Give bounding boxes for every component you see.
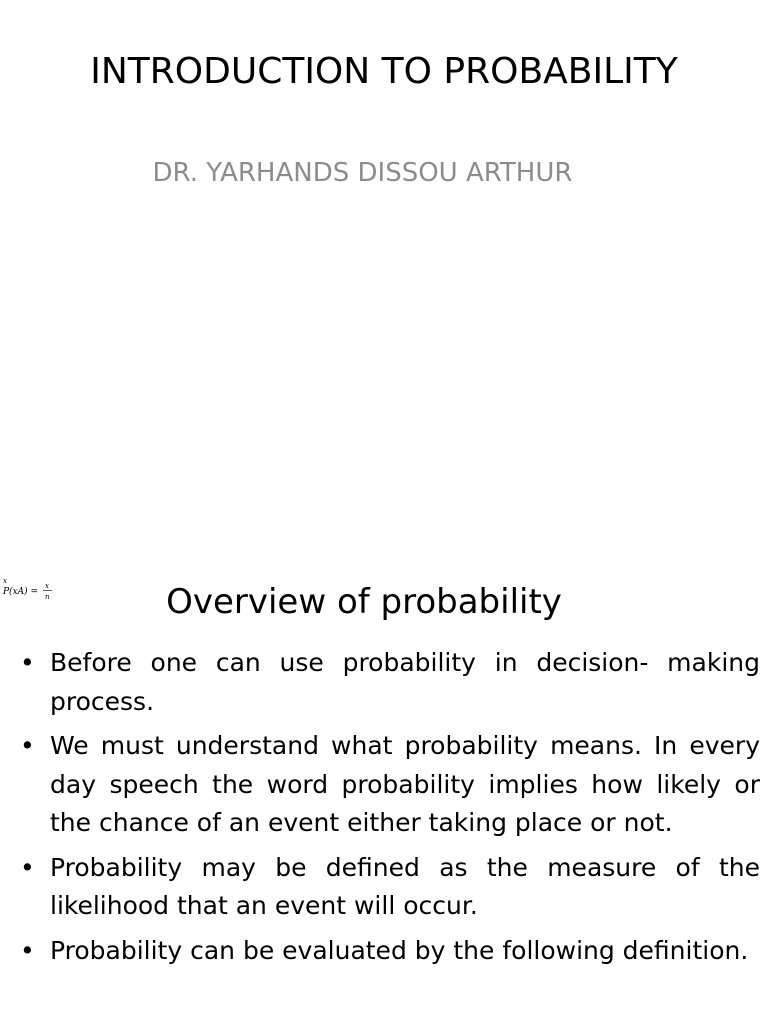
bullet-text: Probability can be evaluated by the following definition. bbox=[50, 935, 749, 965]
bullet-text: Probability may be defined as the measure of the likelihood that an event will occur. bbox=[50, 852, 760, 920]
bullet-dot-icon: • bbox=[20, 852, 35, 882]
bullet-item bbox=[0, 932, 768, 971]
bullet-text: We must understand what probability means. In every day speech the word probability implies how likely or the chance of an event either taking place or not. bbox=[50, 731, 760, 837]
bullet-dot-icon: • bbox=[20, 731, 35, 760]
bullet-dot-icon: • bbox=[20, 648, 35, 677]
bullet-text: Before one can use probability in decision- making process. bbox=[50, 648, 760, 716]
bullet-item bbox=[0, 727, 768, 843]
formula-lhs: P(xA) = bbox=[3, 587, 39, 597]
presentation-title: INTRODUCTION TO PROBABILITY bbox=[90, 51, 678, 92]
overview-heading: Overview of probability bbox=[166, 582, 562, 622]
formula-denominator: n bbox=[45, 593, 50, 601]
formula-numerator: x bbox=[45, 582, 49, 590]
bullet-list bbox=[0, 644, 768, 976]
formula-top-glyph: x bbox=[3, 577, 7, 585]
bullet-item bbox=[0, 849, 768, 926]
bullet-item bbox=[0, 644, 768, 721]
overview-slide bbox=[0, 560, 768, 1024]
bullet-dot-icon: • bbox=[20, 935, 35, 965]
presentation-author: DR. YARHANDS DISSOU ARTHUR bbox=[152, 158, 573, 188]
